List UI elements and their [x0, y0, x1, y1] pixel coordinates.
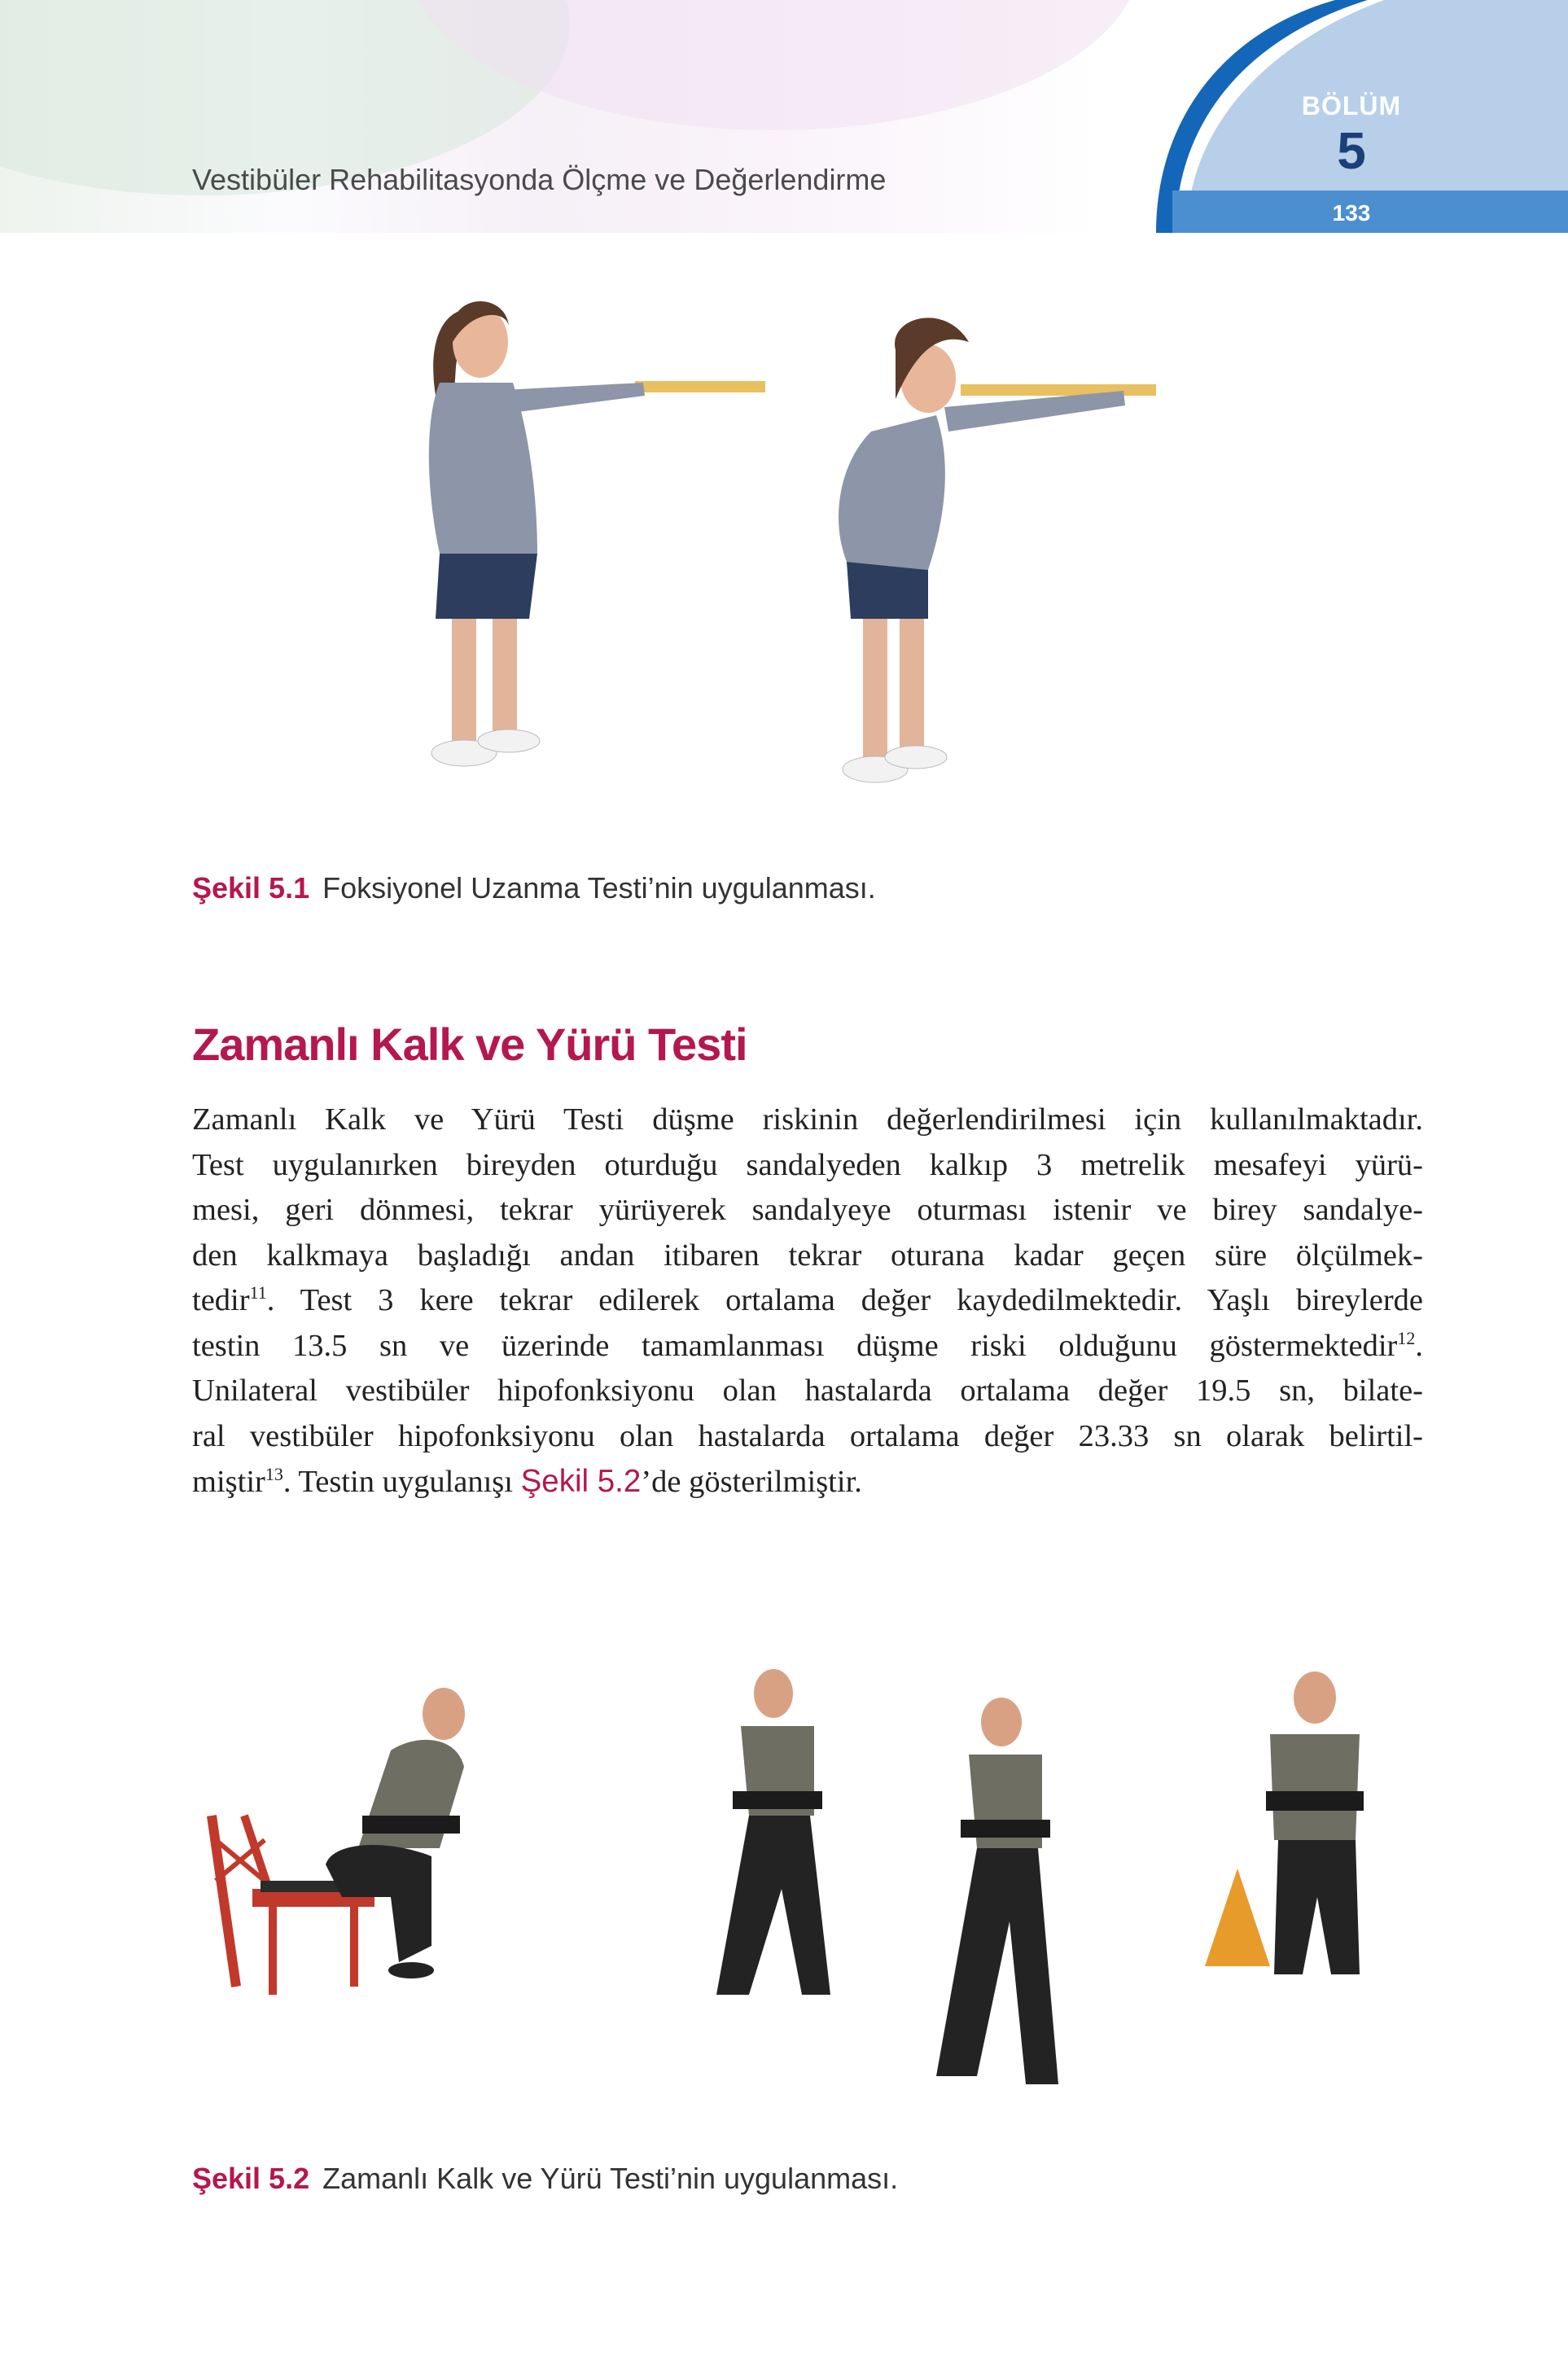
chapter-number: 5: [1337, 121, 1366, 180]
person-reaching-illustration: [839, 318, 1156, 782]
paragraph-line: ral vestibüler hipofonksiyonu olan hastalarda ortalama değer 23.33 sn olarak belirtil-: [192, 1418, 1423, 1453]
text-run: miştir: [192, 1465, 265, 1499]
timed-up-and-go-figure: [195, 1653, 1417, 2117]
figure-label: Şekil 5.2: [192, 2162, 310, 2195]
text-run: .: [1415, 1328, 1423, 1363]
section-heading: Zamanlı Kalk ve Yürü Testi: [192, 1019, 747, 1070]
text-run: tedir: [192, 1283, 250, 1317]
paragraph-line: [192, 1324, 1423, 1369]
text-run: ’de gösterilmiştir.: [641, 1465, 862, 1499]
paragraph-line: Zamanlı Kalk ve Yürü Testi düşme riskinin değerlendirilmesi için kullanılmaktadır.: [192, 1102, 1423, 1137]
person-turning-illustration: [936, 1698, 1058, 2084]
figure-caption: [192, 2162, 898, 2196]
paragraph-line: [192, 1278, 1423, 1324]
text-run: . Test 3 kere tekrar edilerek ortalama değer kaydedilmektedir. Yaşlı bireylerde: [266, 1283, 1423, 1317]
reference-superscript: 13: [265, 1464, 283, 1485]
figure-caption: [192, 871, 876, 905]
functional-reach-figure: [407, 293, 1221, 847]
person-walking-illustration: [716, 1669, 830, 1995]
text-run: testin 13.5 sn ve üzerinde tamamlanması düşme riski olduğunu göstermektedir: [192, 1328, 1398, 1363]
paragraph-line: Test uygulanırken bireyden oturduğu sandalyeden kalkıp 3 metrelik mesafeyi yürü-: [192, 1147, 1423, 1182]
person-standing-illustration: [429, 301, 765, 766]
paragraph-line: [192, 1459, 1423, 1505]
text-run: . Testin uygulanışı: [283, 1465, 521, 1499]
person-rising-illustration: [326, 1688, 465, 1978]
cone-illustration: [1205, 1869, 1270, 1966]
running-title: Vestibüler Rehabilitasyonda Ölçme ve Değerlendirme: [192, 163, 887, 196]
caption-text: Zamanlı Kalk ve Yürü Testi’nin uygulanması.: [322, 2162, 899, 2195]
body-paragraph: [192, 1098, 1423, 1505]
paragraph-line: mesi, geri dönmesi, tekrar yürüyerek sandalyeye oturması istenir ve birey sandalye-: [192, 1193, 1423, 1227]
reference-superscript: 11: [249, 1282, 267, 1303]
chapter-label: BÖLÜM: [1301, 91, 1402, 120]
paragraph-line: den kalkmaya başladığı andan itibaren tekrar oturana kadar geçen süre ölçülmek-: [192, 1238, 1423, 1273]
page-number: 133: [1332, 200, 1371, 226]
figure-label: Şekil 5.1: [192, 871, 310, 905]
paragraph-line: Unilateral vestibüler hipofonksiyonu olan hastalarda ortalama değer 19.5 sn, bilate-: [192, 1374, 1423, 1408]
figure-reference-link[interactable]: Şekil 5.2: [520, 1464, 642, 1499]
reference-superscript: 12: [1397, 1327, 1416, 1348]
caption-text: Foksiyonel Uzanma Testi’nin uygulanması.: [322, 871, 876, 905]
person-standing-3d-illustration: [1266, 1672, 1364, 1974]
chair-illustration: [212, 1816, 374, 1995]
